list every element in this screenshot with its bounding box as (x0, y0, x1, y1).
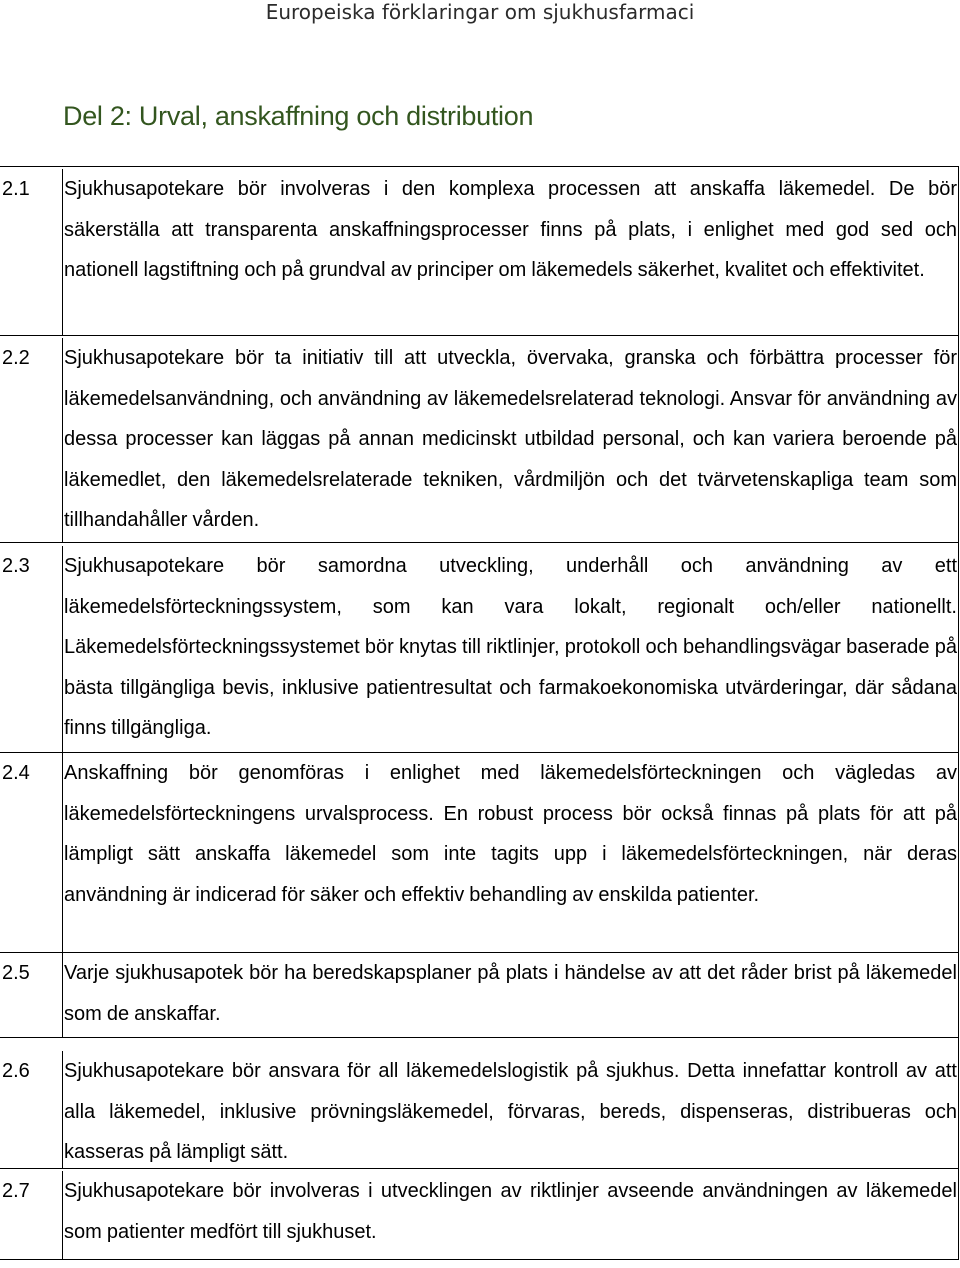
statement-number: 2.3 (0, 546, 63, 752)
statement-row-2-2 (0, 336, 958, 543)
statement-text: Sjukhusapotekare bör involveras i utvecklingen av riktlinjer avseende användningen av läkemedel som patienter medfört till sjukhuset. (64, 1180, 957, 1243)
statement-text: Sjukhusapotekare bör ta initiativ till att utveckla, övervaka, granska och förbättra processer för läkemedelsanvändning, och användning av läkemedelsrelaterad teknologi. Ansvar för användning av dessa processer kan läggas på annan medicinskt utbildad personal, och kan variera beroende på läkemedlet, den läkemedelsrelaterade tekniken, vårdmiljön och det tvärvetenskapliga team som tillhandahåller vården. (64, 347, 957, 531)
statement-row-2-4 (0, 753, 958, 953)
statement-number: 2.5 (0, 953, 63, 1037)
statement-row-2-1 (0, 167, 958, 336)
statement-row-2-6 (0, 1038, 958, 1169)
statement-row-2-3 (0, 543, 958, 753)
statement-text: Sjukhusapotekare bör samordna utveckling, underhåll och användning av ett läkemedelsförteckningssystem, som kan vara lokalt, regionalt och/eller nationellt. Läkemedelsförteckningssystemet bör knytas till riktlinjer, protokoll och behandlingsvägar baserade på bästa tillgängliga bevis, inklusive patientresultat och farmakoekonomiska utvärderingar, där sådana finns tillgängliga. (64, 555, 957, 739)
running-header: Europeiska förklaringar om sjukhusfarmaci (265, 0, 695, 24)
section-heading: Del 2: Urval, anskaffning och distribution (63, 101, 534, 131)
statement-row-2-5 (0, 953, 958, 1038)
statement-text: Sjukhusapotekare bör involveras i den komplexa processen att anskaffa läkemedel. De bör säkerställa att transparenta anskaffningsprocesser finns på plats, i enlighet med god sed och nationell lagstiftning och på grundval av principer om läkemedels säkerhet, kvalitet och effektivitet. (64, 178, 957, 281)
statement-number: 2.6 (0, 1051, 63, 1168)
statement-text: Varje sjukhusapotek bör ha beredskapsplaner på plats i händelse av att det råder brist på läkemedel som de anskaffar. (64, 962, 957, 1025)
statement-number: 2.2 (0, 338, 63, 542)
statement-row-2-7 (0, 1169, 958, 1260)
statement-text: Sjukhusapotekare bör ansvara för all läkemedelslogistik på sjukhus. Detta innefattar kontroll av att alla läkemedel, inklusive prövningsläkemedel, förvaras, bereds, dispenseras, distribueras och kasseras på lämpligt sätt. (64, 1060, 957, 1163)
statement-text: Anskaffning bör genomföras i enlighet med läkemedelsförteckningen och vägledas av läkemedelsförteckningens urvalsprocess. En robust process bör också finnas på plats för att på lämpligt sätt anskaffa läkemedel som inte tagits upp i läkemedelsförteckningen, när deras användning är indicerad för säker och effektiv behandling av enskilda patienter. (64, 762, 957, 906)
statement-number: 2.1 (0, 169, 63, 335)
statement-number: 2.7 (0, 1171, 63, 1259)
statement-number: 2.4 (0, 753, 63, 952)
statements-table (0, 166, 959, 1260)
